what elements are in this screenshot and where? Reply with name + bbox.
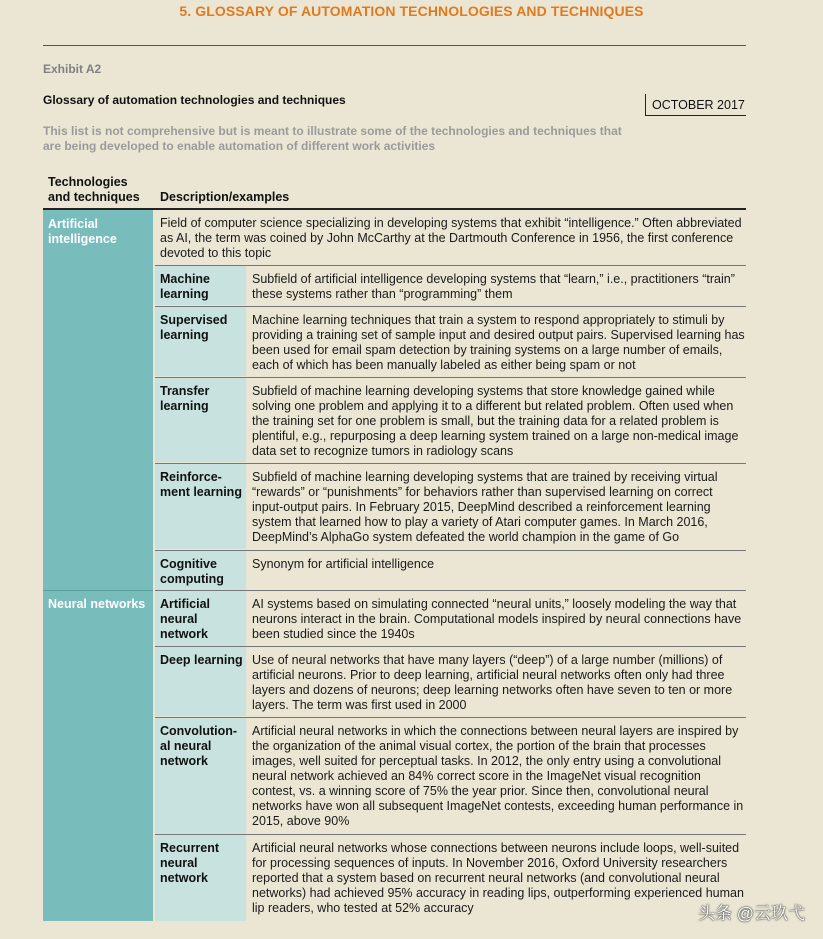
- category-cell-neural-networks: [43, 591, 153, 921]
- term-cell: [155, 835, 246, 921]
- term-description: Subfield of machine learning developing systems that are trained by receiving virtual “rewards” or “punishments” for behaviors rather than supervised learning on correct input-output pairs. In February 2015, DeepMind described a reinforcement learning system that learned how to play a variety of Atari computer games. In March 2016, DeepMind’s AlphaGo system defeated the world champion in the game of Go: [252, 470, 718, 544]
- term-description: Artificial neural networks whose connections between neurons include loops, well-suited for processing sequences of inputs. In November 2016, Oxford University researchers reported that a system based on recurrent neural networks (and convolutional neural networks) had achieved 95% accuracy in reading lips, outperforming experienced human lip readers, who tested at 52% accuracy: [252, 841, 744, 915]
- term-label: Convolution-al neural network: [160, 724, 238, 768]
- category-label: Neural networks: [48, 597, 146, 611]
- term-label: Machine learning: [160, 272, 211, 301]
- term-cell: [155, 591, 246, 646]
- glossary-heading: Glossary of automation technologies and techniques: [43, 93, 346, 107]
- term-cell: [155, 647, 246, 716]
- column-header-technologies: Technologies and techniques: [48, 175, 140, 204]
- term-cell: [155, 307, 246, 376]
- term-description: Artificial neural networks in which the connections between neural layers are inspired by the organization of the animal visual cortex, the portion of the brain that processes images, well suited for perceptual tasks. In 2012, the only entry using a convolutional neural network achieved an 84% correct score in the ImageNet visual recognition contest, vs. a winning score of 75% the year prior. Since then, convolutional neural networks have won all subsequent ImageNet contests, exceeding human performance in 2015, above 90%: [252, 724, 744, 828]
- category-cell-artificial-intelligence: [43, 210, 153, 590]
- note-text: This list is not comprehensive but is meant to illustrate some of the technologies and techniques that are being developed to enable automation of different work activities: [43, 124, 622, 153]
- term-label: Recurrent neural network: [160, 841, 220, 885]
- term-label: Artificial neural network: [160, 597, 211, 641]
- term-label: Supervised learning: [160, 313, 228, 342]
- term-label: Transfer learning: [160, 384, 210, 413]
- section-title: 5. GLOSSARY OF AUTOMATION TECHNOLOGIES AND TECHNIQUES: [179, 3, 644, 19]
- watermark-text: 头条 @云玖弋: [698, 904, 805, 923]
- term-label: Reinforce-ment learning: [160, 470, 242, 499]
- term-cell: [155, 378, 246, 462]
- date-label: OCTOBER 2017: [645, 94, 746, 116]
- category-description: Field of computer science specializing in developing systems that exhibit “intelligence.” Often abbreviated as AI, the term was coined by John McCarthy at the Dartmouth Conference in 1956, the first conference devoted to this topic: [160, 216, 742, 260]
- term-description: AI systems based on simulating connected “neural units,” loosely modeling the way that neurons interact in the brain. Computational models inspired by neural connections have been studied since the 1940s: [252, 597, 742, 641]
- term-description: Subfield of artificial intelligence developing systems that “learn,” i.e., practitioners “train” these systems rather than “programming” them: [252, 272, 735, 301]
- term-cell: [155, 551, 246, 590]
- term-description: Subfield of machine learning developing systems that store knowledge gained while solving one problem and applying it to a different but related problem. Often used when the training set for one problem is small, but the training data for a related problem is plentiful, e.g., repurposing a deep learning system trained on a large non-medical image data set to recognize tumors in radiology scans: [252, 384, 739, 458]
- term-description: Machine learning techniques that train a system to respond appropriately to stimuli by providing a training set of sample input and desired output pairs. Supervised learning has been used for email spam detection by training systems on a large number of emails, each of which has been manually labeled as either being spam or not: [252, 313, 745, 372]
- term-cell: [155, 464, 246, 549]
- term-description: Synonym for artificial intelligence: [252, 557, 435, 571]
- category-label: Artificial intelligence: [48, 217, 117, 246]
- exhibit-label: Exhibit A2: [43, 62, 102, 76]
- term-cell: [155, 266, 246, 305]
- column-header-description: Description/examples: [160, 190, 290, 204]
- term-description: Use of neural networks that have many layers (“deep”) of a large number (millions) of artificial neurons. Prior to deep learning, artificial neural networks often only had three layers and dozens of neurons; deep learning networks often have seven to ten or more layers. The term was first used in 2000: [252, 653, 733, 712]
- term-label: Deep learning: [160, 653, 243, 667]
- top-rule: [43, 45, 746, 46]
- term-cell: [155, 718, 246, 834]
- term-label: Cognitive computing: [160, 557, 224, 586]
